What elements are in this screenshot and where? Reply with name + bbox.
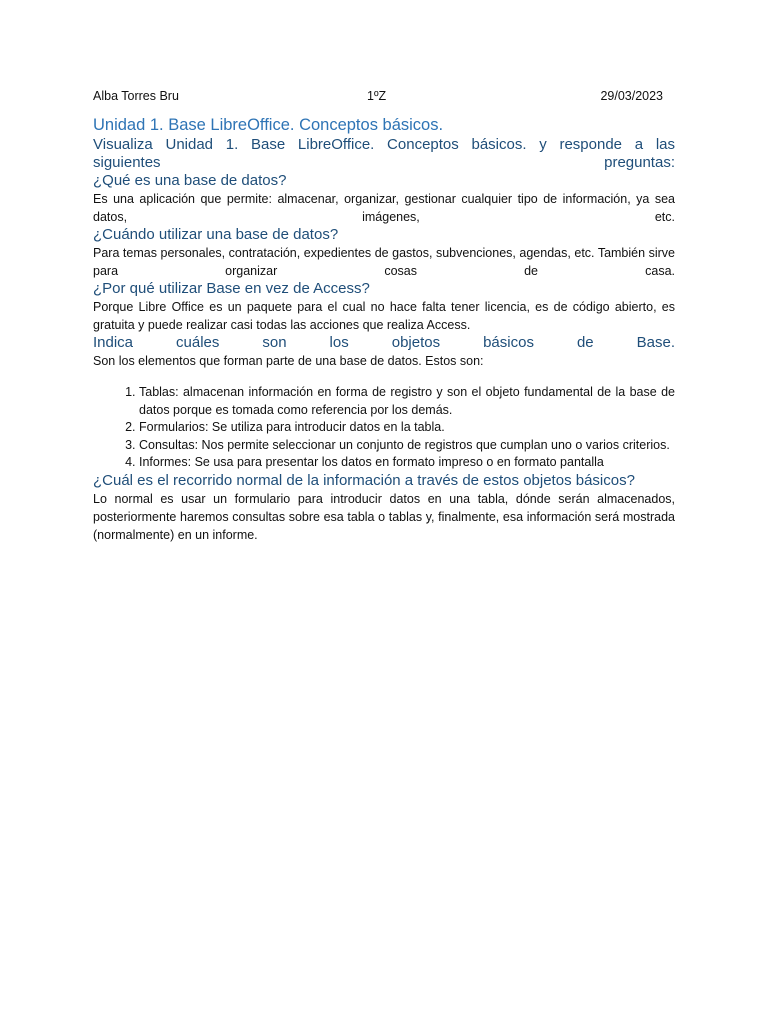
list-item: 3. Consultas: Nos permite seleccionar un conjunto de registros que cumplan uno o varios criterios. bbox=[139, 437, 675, 455]
question-4: Indica cuáles son los objetos básicos de Base. bbox=[93, 334, 675, 351]
question-2: ¿Cuándo utilizar una base de datos? bbox=[93, 226, 339, 243]
document-title: Unidad 1. Base LibreOffice. Conceptos básicos. bbox=[93, 116, 444, 134]
list-item: 2. Formularios: Se utiliza para introducir datos en la tabla. bbox=[139, 419, 675, 437]
question-5: ¿Cuál es el recorrido normal de la información a través de estos objetos básicos? bbox=[93, 471, 635, 489]
subtitle-line-2: siguientes preguntas: bbox=[93, 154, 675, 171]
answer-3: Porque Libre Office es un paquete para el cual no hace falta tener licencia, es de código abierto, es gratuita y puede realizar casi todas las acciones que realiza Access. bbox=[93, 300, 675, 332]
document-date: 29/03/2023 bbox=[600, 89, 663, 103]
list-item: 4. Informes: Se usa para presentar los datos en formato impreso o en formato pantalla bbox=[139, 454, 675, 472]
base-objects-list bbox=[93, 384, 675, 472]
document-content bbox=[93, 86, 675, 544]
list-item: 1. Tablas: almacenan información en forma de registro y son el objeto fundamental de la base de datos porque es tomada como referencia por los demás. bbox=[139, 384, 675, 419]
course-label: 1ºZ bbox=[367, 89, 387, 103]
answer-4-intro: Son los elementos que forman parte de una base de datos. Estos son: bbox=[93, 354, 484, 368]
answer-2: Para temas personales, contratación, expedientes de gastos, subvenciones, agendas, etc. También sirve para organizar cosas de casa. bbox=[93, 246, 675, 278]
subtitle-line-1: Visualiza Unidad 1. Base LibreOffice. Conceptos básicos. y responde a las bbox=[93, 136, 675, 153]
document-header bbox=[93, 86, 675, 106]
answer-5: Lo normal es usar un formulario para introducir datos en una tabla, dónde serán almacenados, posteriormente haremos consultas sobre esa tabla o tablas y, finalmente, esa información será mostrada (normalmente) en un informe. bbox=[93, 491, 675, 542]
question-3: ¿Por qué utilizar Base en vez de Access? bbox=[93, 280, 370, 297]
question-1: ¿Qué es una base de datos? bbox=[93, 172, 287, 189]
author-name: Alba Torres Bru bbox=[93, 89, 179, 103]
answer-1: Es una aplicación que permite: almacenar, organizar, gestionar cualquier tipo de información, ya sea datos, imágenes, etc. bbox=[93, 192, 675, 224]
document-subtitle bbox=[93, 136, 675, 172]
